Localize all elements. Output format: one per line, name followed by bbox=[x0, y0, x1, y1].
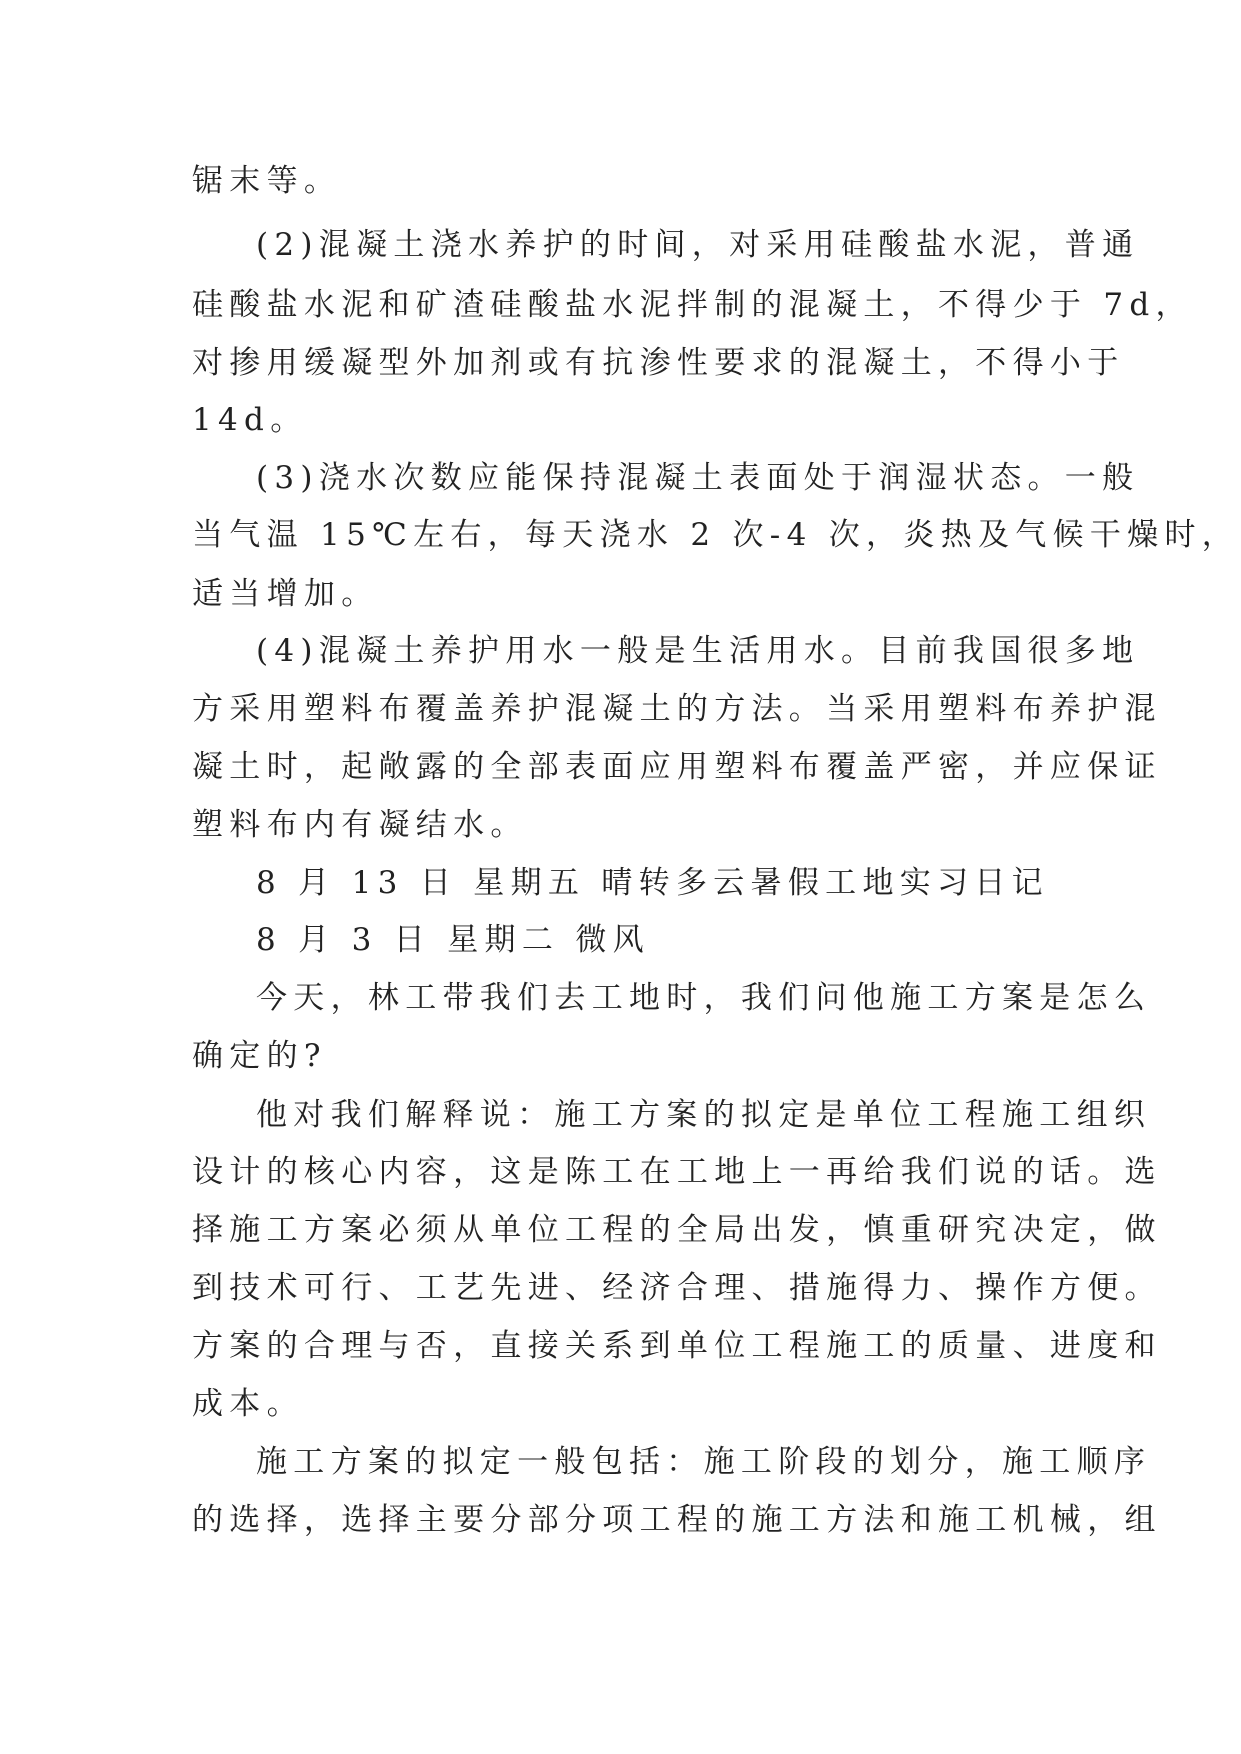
paragraph-watering-frequency-start: (3)浇水次数应能保持混凝土表面处于润湿状态。一般 bbox=[256, 460, 1140, 496]
paragraph-curing-time-start: (2)混凝土浇水养护的时间，对采用硅酸盐水泥，普通 bbox=[256, 227, 1140, 263]
diary-date-heading: 8 月 13 日 星期五 晴转多云暑假工地实习日记 bbox=[256, 865, 1049, 901]
text-line: 对掺用缓凝型外加剂或有抗渗性要求的混凝土，不得小于 bbox=[192, 345, 1125, 381]
text-line: 适当增加。 bbox=[192, 576, 379, 612]
text-line: 的选择，选择主要分部分项工程的施工方法和施工机械，组 bbox=[192, 1502, 1162, 1538]
text-line: 确定的? bbox=[192, 1038, 327, 1074]
paragraph-explanation-start: 他对我们解释说：施工方案的拟定是单位工程施工组织 bbox=[256, 1097, 1152, 1133]
paragraph-today-start: 今天，林工带我们去工地时，我们问他施工方案是怎么 bbox=[256, 980, 1152, 1016]
text-line: 硅酸盐水泥和矿渣硅酸盐水泥拌制的混凝土，不得少于 7d， bbox=[192, 287, 1193, 323]
text-line: 凝土时，起敞露的全部表面应用塑料布覆盖严密，并应保证 bbox=[192, 749, 1162, 785]
text-line: 当气温 15℃左右，每天浇水 2 次-4 次，炎热及气候干燥时， bbox=[192, 517, 1240, 553]
text-line: 锯末等。 bbox=[192, 163, 342, 199]
text-line: 成本。 bbox=[192, 1386, 304, 1422]
paragraph-plan-contents-start: 施工方案的拟定一般包括：施工阶段的划分，施工顺序 bbox=[256, 1444, 1152, 1480]
text-line: 方采用塑料布覆盖养护混凝土的方法。当采用塑料布养护混 bbox=[192, 691, 1162, 727]
text-line: 塑料布内有凝结水。 bbox=[192, 807, 528, 843]
text-line: 设计的核心内容，这是陈工在工地上一再给我们说的话。选 bbox=[192, 1154, 1162, 1190]
paragraph-curing-water-start: (4)混凝土养护用水一般是生活用水。目前我国很多地 bbox=[256, 633, 1140, 669]
text-line: 14d。 bbox=[192, 402, 308, 438]
text-line: 择施工方案必须从单位工程的全局出发，慎重研究决定，做 bbox=[192, 1212, 1162, 1248]
diary-date-heading: 8 月 3 日 星期二 微风 bbox=[256, 922, 650, 958]
text-line: 到技术可行、工艺先进、经济合理、措施得力、操作方便。 bbox=[192, 1270, 1162, 1306]
text-line: 方案的合理与否，直接关系到单位工程施工的质量、进度和 bbox=[192, 1328, 1162, 1364]
